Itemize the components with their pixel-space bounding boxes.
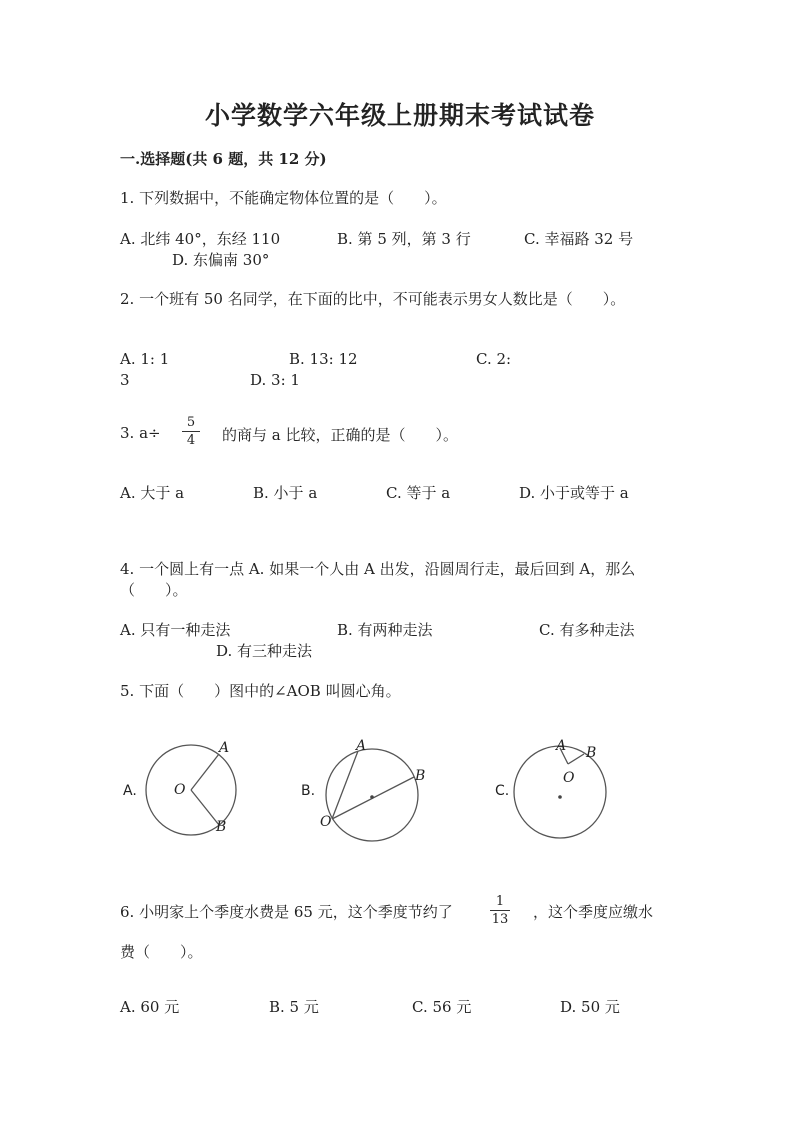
question-1-option-c: C. 幸福路 32 号 — [524, 230, 634, 248]
question-4-option-c: C. 有多种走法 — [539, 621, 635, 639]
figure-a-point-a: A — [219, 740, 230, 756]
question-6-option-b: B. 5 元 — [269, 998, 319, 1016]
question-3-option-a: A. 大于 a — [120, 484, 185, 502]
figure-c-point-b: B — [586, 745, 597, 761]
fraction-bar — [182, 431, 200, 432]
figure-a-label: A. — [123, 783, 137, 799]
question-2-option-a: A. 1: 1 — [120, 350, 170, 368]
fraction-denominator: 13 — [491, 912, 509, 927]
question-1-option-d: D. 东偏南 30° — [172, 251, 270, 269]
question-4-option-b: B. 有两种走法 — [337, 621, 433, 639]
question-2-option-c: C. 2: — [476, 350, 512, 368]
question-3-fraction — [182, 415, 200, 448]
question-3-stem-start: 3. a÷ — [120, 424, 161, 442]
figure-b-point-o: O — [320, 814, 332, 830]
figure-a-circle-diagram — [140, 735, 250, 845]
figure-b-circle-diagram — [320, 735, 430, 845]
question-4-option-a: A. 只有一种走法 — [120, 621, 231, 639]
question-4-stem-line-2: （ ）。 — [120, 581, 188, 599]
question-2-option-d: D. 3: 1 — [250, 371, 300, 389]
section-heading: 一.选择题(共 6 题，共 12 分) — [120, 150, 327, 168]
figure-b-point-a: A — [356, 738, 367, 754]
question-3-option-d: D. 小于或等于 a — [519, 484, 629, 502]
figure-c-label: C. — [495, 783, 510, 799]
fraction-numerator: 1 — [495, 894, 505, 909]
question-1-option-b: B. 第 5 列，第 3 行 — [337, 230, 471, 248]
question-6-option-d: D. 50 元 — [560, 998, 620, 1016]
question-6-stem-end: ，这个季度应缴水 — [533, 903, 654, 921]
question-3-option-b: B. 小于 a — [253, 484, 318, 502]
question-6-fraction — [490, 894, 510, 927]
question-2-stem: 2. 一个班有 50 名同学，在下面的比中，不可能表示男女人数比是（ ）。 — [120, 290, 626, 308]
question-6-option-c: C. 56 元 — [412, 998, 472, 1016]
question-1-stem: 1. 下列数据中，不能确定物体位置的是（ ）。 — [120, 189, 447, 207]
figure-a-point-o: O — [174, 782, 186, 798]
page-title: 小学数学六年级上册期末考试试卷 — [204, 101, 595, 130]
question-6-stem-start: 6. 小明家上个季度水费是 65 元，这个季度节约了 — [120, 903, 453, 921]
figure-c-point-o: O — [563, 770, 575, 786]
figure-b-label: B. — [301, 783, 316, 799]
question-1-option-a: A. 北纬 40°，东经 110 — [120, 230, 281, 248]
question-3-option-c: C. 等于 a — [386, 484, 451, 502]
fraction-denominator: 4 — [186, 433, 196, 448]
question-2-option-b: B. 13: 12 — [289, 350, 358, 368]
question-4-stem-line-1: 4. 一个圆上有一点 A. 如果一个人由 A 出发，沿圆周行走，最后回到 A，那么 — [120, 560, 636, 578]
figure-b-point-b: B — [415, 768, 426, 784]
question-6-stem-line-2: 费（ ）。 — [120, 943, 203, 961]
figure-c-circle-diagram — [512, 735, 622, 845]
fraction-numerator: 5 — [186, 415, 196, 430]
figure-c-point-a: A — [556, 738, 567, 754]
fraction-bar — [490, 910, 510, 911]
question-3-stem-end: 的商与 a 比较，正确的是（ ）。 — [222, 426, 458, 444]
question-6-option-a: A. 60 元 — [120, 998, 180, 1016]
figure-a-point-b: B — [216, 819, 227, 835]
question-5-stem: 5. 下面（ ）图中的∠AOB 叫圆心角。 — [120, 682, 401, 700]
question-4-option-d: D. 有三种走法 — [216, 642, 313, 660]
question-2-option-c-cont: 3 — [120, 371, 130, 389]
